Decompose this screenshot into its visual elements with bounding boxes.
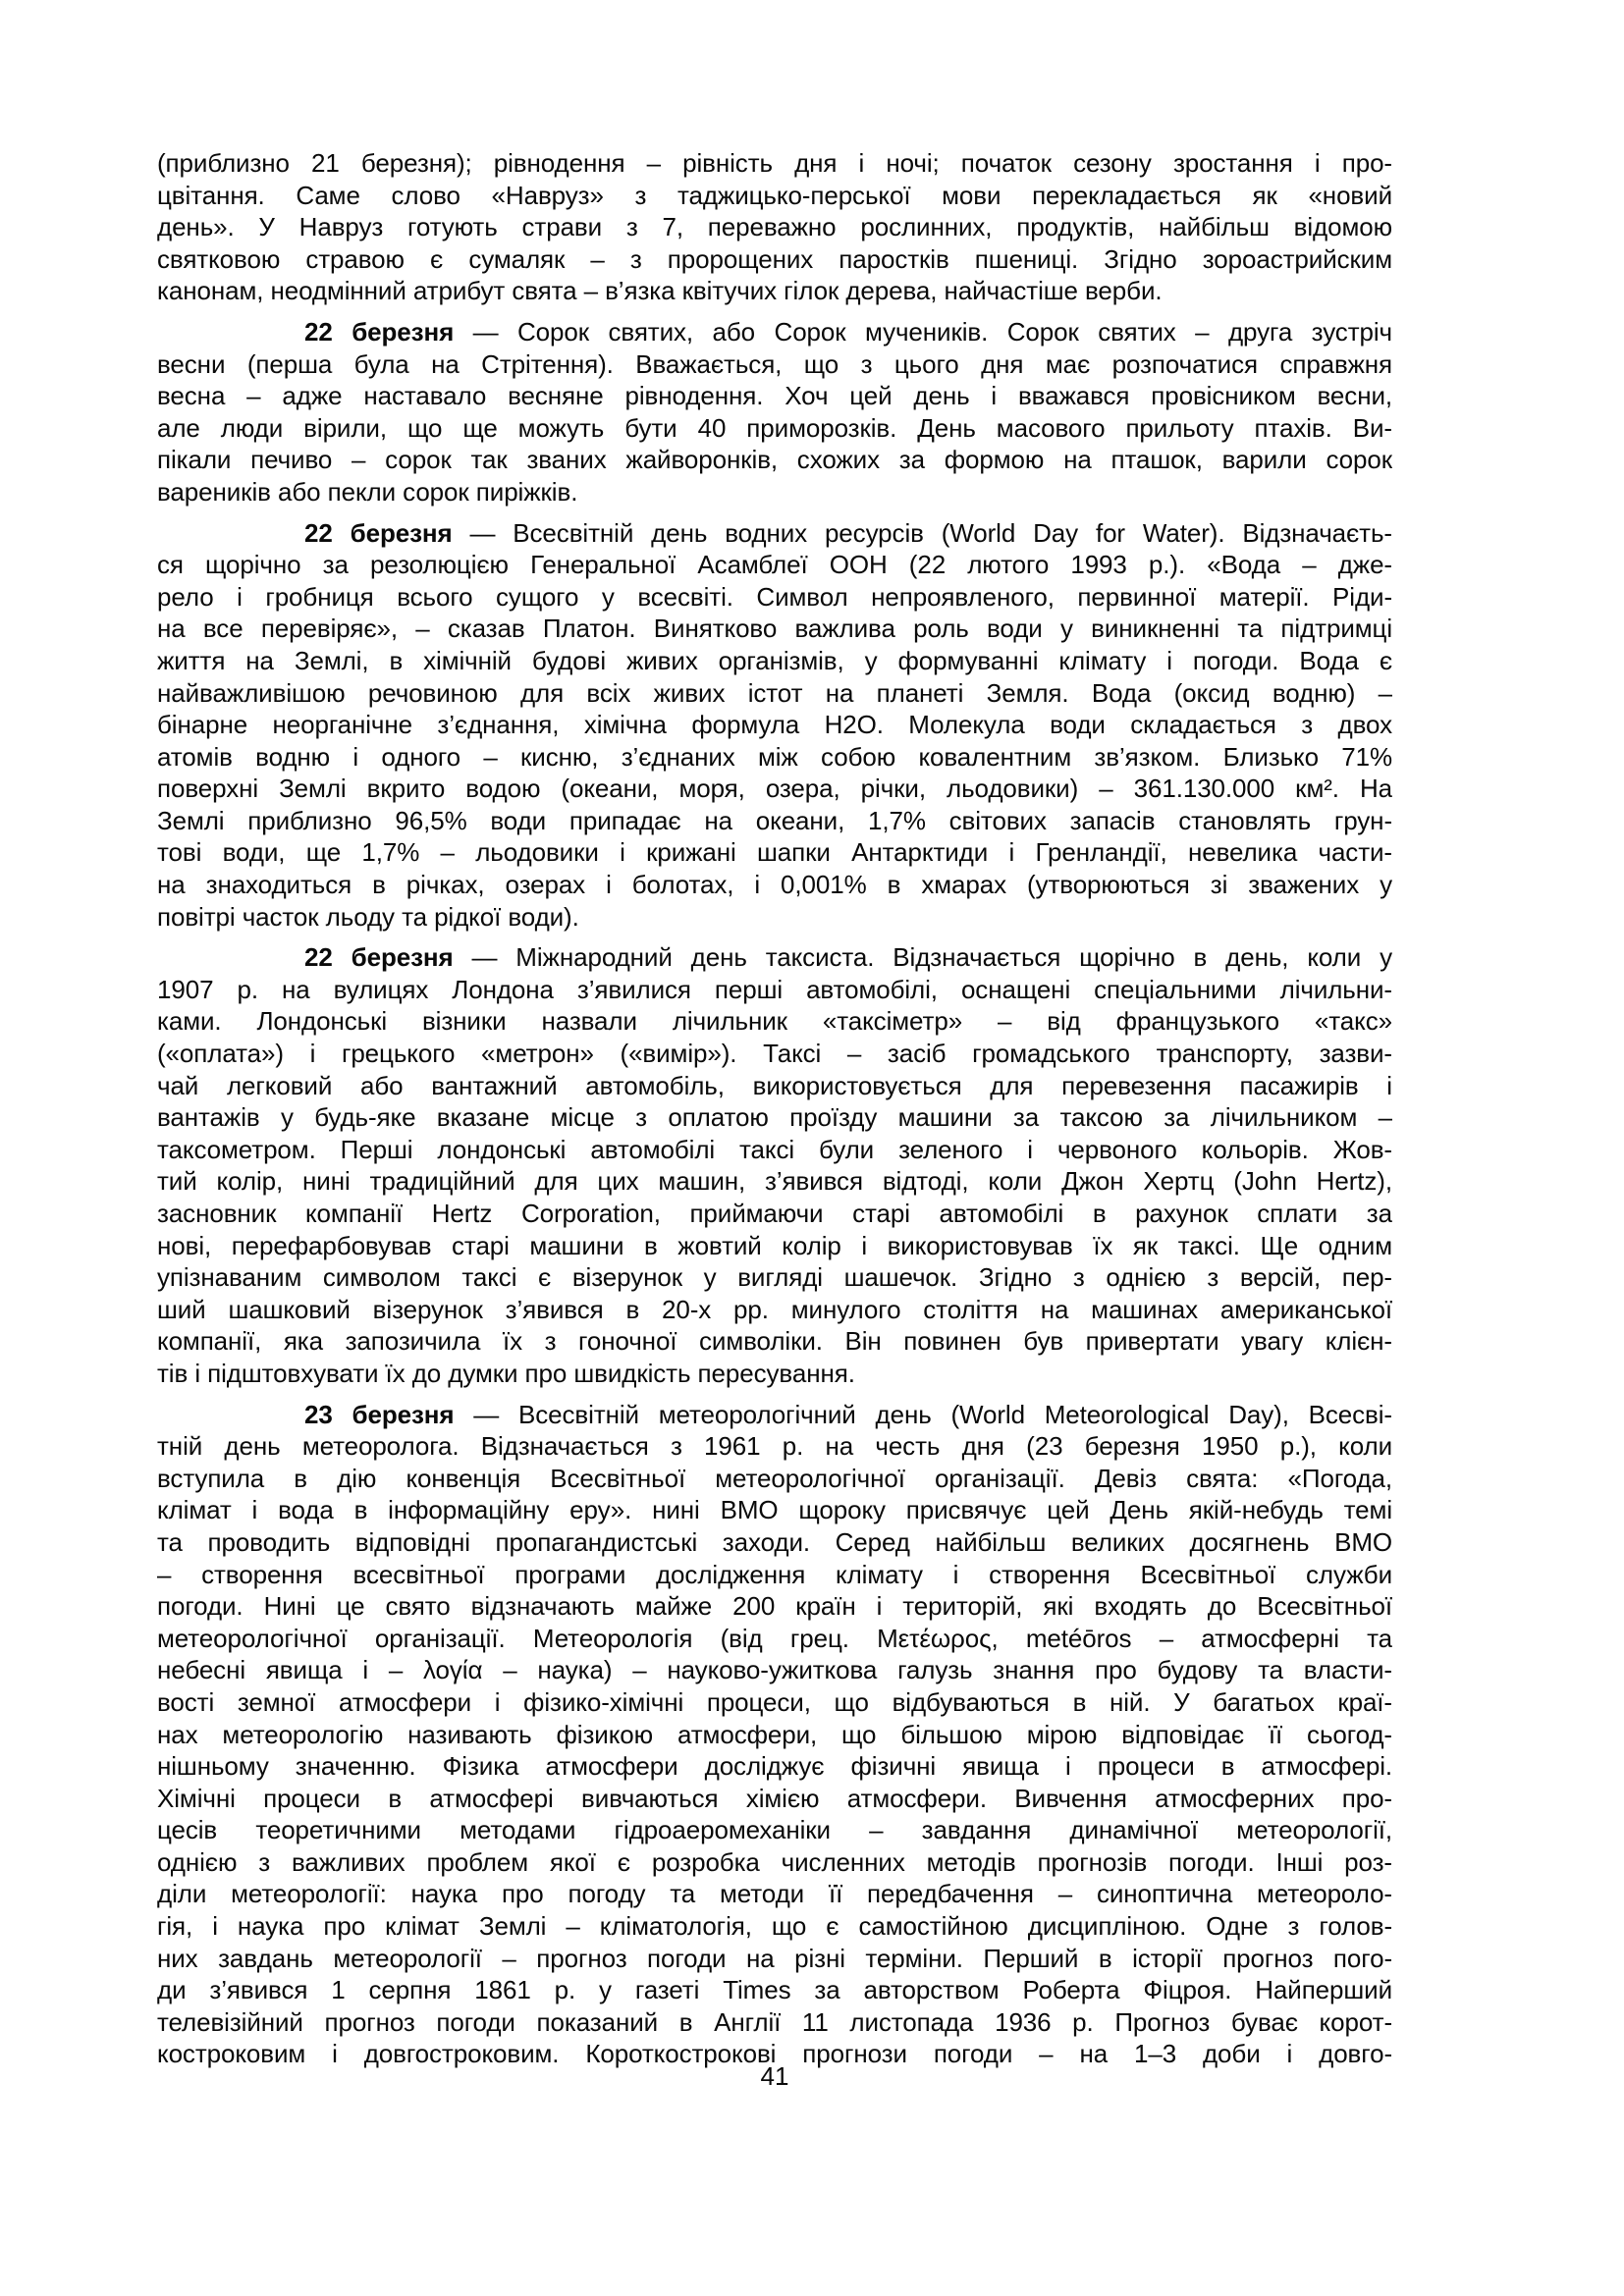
text-line: ший шашковий візерунок з’явився в 20-х рр. минулого століття на машинах американської bbox=[157, 1294, 1392, 1324]
paragraph-22-march-taxi-driver-day bbox=[157, 941, 1392, 1389]
page-number: 41 bbox=[760, 2061, 789, 2091]
text-line: небесні явища і – λογία – наука) – науково-ужиткова галузь знання про будову та власти- bbox=[157, 1655, 1392, 1685]
text-line: цесів теоретичними методами гідроаеромеханіки – завдання динамічної метеорології, bbox=[157, 1815, 1392, 1845]
text-line: засновник компанії Hertz Corporation, приймаючи старі автомобілі в рахунок сплати за bbox=[157, 1199, 1392, 1228]
text-line: повітрі часток льоду та рідкої води). bbox=[157, 901, 579, 932]
text-line: життя на Землі, в хімічній будові живих організмів, у формуванні клімату і погоди. Вода є bbox=[157, 645, 1392, 675]
text-line: метеорологічної організації. Метеорологія (від грец. Μετέωρος, metéōros – атмосферні та bbox=[157, 1623, 1392, 1653]
text-line: вантажів у будь-яке вказане місце з оплатою проїзду машини за таксою за лічильником – bbox=[157, 1102, 1392, 1133]
text-line: телевізійний прогноз погоди показаний в Англії 11 листопада 1936 р. Прогноз буває корот- bbox=[157, 2006, 1392, 2037]
text-line: («оплата») і грецького «метрон» («вимір»). Таксі – засіб громадського транспорту, зазви- bbox=[157, 1039, 1392, 1069]
text-line: діли метеорології: наука про погоду та методи її передбачення – синоптична метеороло- bbox=[157, 1879, 1392, 1909]
text-line: (приблизно 21 березня); рівнодення – рівність дня і ночі; початок сезону зростання і про- bbox=[157, 148, 1392, 178]
date-heading: 22 березня bbox=[304, 942, 454, 973]
text-line: – створення всесвітньої програми дослідження клімату і створення Всесвітньої служби bbox=[157, 1559, 1392, 1589]
text-line: бінарне неорганічне з’єднання, хімічна формула Н2О. Молекула води складається з двох bbox=[157, 710, 1392, 740]
text-line: день». У Навруз готують страви з 7, переважно рослинних, продуктів, найбільш відомою bbox=[157, 212, 1392, 242]
text-line: ся щорічно за резолюцією Генеральної Асамблеї ООН (22 лютого 1993 р.). «Вода – дже- bbox=[157, 550, 1392, 580]
text-line: компанії, яка запозичила їх з гоночної символіки. Він повинен був привертати увагу клієн- bbox=[157, 1326, 1392, 1357]
text-line: Землі приблизно 96,5% води припадає на океани, 1,7% світових запасів становлять грун- bbox=[157, 805, 1392, 835]
text-line: них завдань метеорології – прогноз погоди на різні терміни. Перший в історії прогноз пого- bbox=[157, 1943, 1392, 1973]
text-line: рело і гробниця всього сущого у всесвіті. Символ непроявленого, первинної матерії. Ріди- bbox=[157, 581, 1392, 612]
text-line: цвітання. Саме слово «Навруз» з таджицько-перської мови перекладається як «новий bbox=[157, 180, 1392, 210]
date-heading: 22 березня bbox=[304, 316, 455, 347]
text-line: нах метеорологію називають фізикою атмосфери, що більшою мірою відповідає її сьогод- bbox=[157, 1719, 1392, 1749]
text-line: ди з’явився 1 серпня 1861 р. у газеті Times за авторством Роберта Фіцроя. Найперший bbox=[157, 1975, 1392, 2005]
text-line: вареників або пекли сорок пиріжків. bbox=[157, 476, 578, 507]
text-line: святковою стравою є сумаляк – з пророщених паростків пшениці. Згідно зороастрийским bbox=[157, 243, 1392, 274]
paragraph-navruz-continuation bbox=[157, 147, 1392, 307]
text-line: костроковим і довгостроковим. Короткострокові прогнози погоди – на 1–3 доби і довго- bbox=[157, 2039, 1392, 2069]
paragraph-22-march-world-day-for-water bbox=[157, 517, 1392, 934]
text-line: погоди. Нині це свято відзначають майже 200 країн і територій, які входять до Всесвітньої bbox=[157, 1591, 1392, 1622]
text-line: найважливішою речовиною для всіх живих істот на планеті Земля. Вода (оксид водню) – bbox=[157, 677, 1392, 708]
text-line: однією з важливих проблем якої є розробка численних методів прогнозів погоди. Інші роз- bbox=[157, 1846, 1392, 1877]
text-block bbox=[157, 147, 1392, 2070]
text-line: весни (перша була на Стрітення). Вважається, що з цього дня має розпочатися справжня bbox=[157, 348, 1392, 379]
text-line: упізнаваним символом таксі є візерунок у вигляді шашечок. Згідно з однією з версій, пер- bbox=[157, 1262, 1392, 1293]
paragraph-23-march-world-meteorological-day bbox=[157, 1399, 1392, 2070]
text-line: весна – адже наставало весняне рівнодення. Хоч цей день і вважався провісником весни, bbox=[157, 381, 1392, 411]
text-line: клімат і вода в інформаційну еру». нині ВМО щороку присвячує цей День якій-небудь темі bbox=[157, 1495, 1392, 1525]
text-line: 22 березня — Сорок святих, або Сорок мучеників. Сорок святих – друга зустріч bbox=[304, 316, 1392, 347]
text-line: та проводить відповідні пропагандистські заходи. Серед найбільш великих досягнень ВМО bbox=[157, 1526, 1392, 1557]
text-line: гія, і наука про клімат Землі – кліматологія, що є самостійною дисципліною. Одне з голов- bbox=[157, 1911, 1392, 1942]
text-line: Хімічні процеси в атмосфері вивчаються хімією атмосфери. Вивчення атмосферних про- bbox=[157, 1783, 1392, 1813]
text-line: нішньому значенню. Фізика атмосфери досліджує фізичні явища і процеси в атмосфері. bbox=[157, 1751, 1392, 1782]
text-line: ками. Лондонські візники назвали лічильник «таксіметр» – від французького «такс» bbox=[157, 1006, 1392, 1037]
text-line: тові води, ще 1,7% – льодовики і крижані шапки Антарктиди і Гренландії, невелика части- bbox=[157, 837, 1392, 868]
text-line: вступила в дію конвенція Всесвітньої метеорологічної організації. Девіз свята: «Погода, bbox=[157, 1463, 1392, 1493]
text-line: таксометром. Перші лондонські автомобілі таксі були зеленого і червоного кольорів. Жов- bbox=[157, 1134, 1392, 1164]
text-line: тів і підштовхувати їх до думки про швидкість пересування. bbox=[157, 1358, 855, 1388]
text-line: канонам, неодмінний атрибут свята – в’язка квітучих гілок дерева, найчастіше верби. bbox=[157, 276, 1163, 306]
text-line: тній день метеоролога. Відзначається з 1961 р. на честь дня (23 березня 1950 р.), коли bbox=[157, 1431, 1392, 1462]
text-line: нові, перефарбовував старі машини в жовтий колір і використовував їх як таксі. Ще одним bbox=[157, 1230, 1392, 1260]
text-line: 1907 р. на вулицях Лондона з’явилися перші автомобілі, оснащені спеціальними лічильни- bbox=[157, 974, 1392, 1004]
text-line: чай легковий або вантажний автомобіль, використовується для перевезення пасажирів і bbox=[157, 1070, 1392, 1100]
text-line: пікали печиво – сорок так званих жайворонків, схожих за формою на пташок, варили сорок bbox=[157, 445, 1392, 475]
text-line: атомів водню і одного – кисню, з’єднаних між собою ковалентним зв’язком. Близько 71% bbox=[157, 741, 1392, 772]
text-line: вості земної атмосфери і фізико-хімічні процеси, що відбуваються в ній. У багатьох краї- bbox=[157, 1686, 1392, 1717]
date-heading: 22 березня bbox=[304, 517, 453, 548]
text-line: 22 березня — Міжнародний день таксиста. Відзначається щорічно в день, коли у bbox=[304, 942, 1392, 973]
text-line: 22 березня — Всесвітній день водних ресурсів (World Day for Water). Відзначаєть- bbox=[304, 517, 1392, 548]
text-line: 23 березня — Всесвітній метеорологічний день (World Meteorological Day), Всесві- bbox=[304, 1399, 1392, 1429]
date-heading: 23 березня bbox=[304, 1399, 455, 1429]
text-line: на знаходиться в річках, озерах і болотах, і 0,001% в хмарах (утворюються зі зважених у bbox=[157, 870, 1392, 900]
text-line: тий колір, нині традиційний для цих машин, з’явився відтоді, коли Джон Хертц (John Hertz), bbox=[157, 1166, 1392, 1197]
text-line: але люди вірили, що ще можуть бути 40 приморозків. День масового прильоту птахів. Ви- bbox=[157, 412, 1392, 443]
text-line: на все перевіряє», – сказав Платон. Винятково важлива роль води у виникненні та підтримці bbox=[157, 614, 1392, 644]
text-line: поверхні Землі вкрито водою (океани, моря, озера, річки, льодовики) – 361.130.000 км². На bbox=[157, 774, 1392, 804]
paragraph-22-march-forty-saints bbox=[157, 316, 1392, 508]
